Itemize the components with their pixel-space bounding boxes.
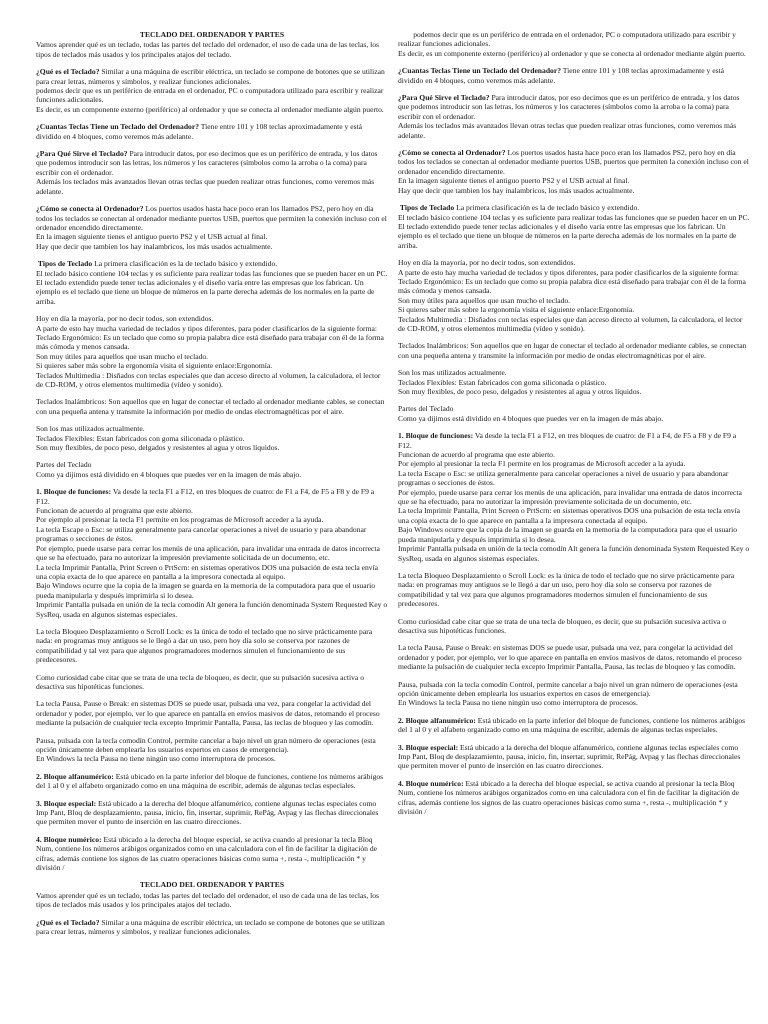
paragraph: Como ya dijimos está dividido en 4 bloques que puedes ver en la imagen de más abajo. — [398, 413, 664, 423]
paragraph: La tecla Bloqueo Desplazamiento o Scroll Lock: es la única de todo el teclado que no sirve prácticamente para nada: en programas muy antiguos se le llegó a dar un uso, pero hoy día solo se conserva por razones de compatibilidad y tal vez para que algunos programadores modernos simulen el funcionamiento de sus predecesores. — [398, 570, 735, 609]
paragraph: Bajo Windows ocurre que la copia de la imagen se guarda en la memoria de la computadora para que el usuario pueda manipularla y después imprimirla si lo desea. — [36, 581, 376, 600]
section-para-que — [36, 149, 388, 196]
paragraph: Teclados Multimedia : Disñados con teclas especiales que dan acceso directo al volumen, la calculadora, el lector de CD-ROM, y otros elementos multimedia (vídeo y sonido). — [398, 314, 743, 333]
section-bloque-funciones — [36, 487, 388, 619]
paragraph: Para introducir datos, por eso decimos que es un periférico de entrada, y los datos que podemos introducir son las letras, los números y los caracteres (símbolos como la arroba o la coma) para escribir con el ordenador. — [36, 149, 378, 177]
question-heading: ¿Cómo se conecta al Ordenador? — [398, 148, 506, 158]
paragraph: Como curiosidad cabe citar que se trata de una tecla de bloqueo, es decir, que su pulsación sucesiva activa o desactiva sus hipotéticas funciones. — [36, 672, 365, 691]
paragraph: Similar a una máquina de escribir eléctrica, un teclado se compone de botones que se utilizan para crear letras, números y símbolos, y realizar funciones adicionales. — [36, 917, 385, 937]
paragraph: Por ejemplo al presionar la tecla F1 permite en los programas de Microsoft acceder a la ayuda. — [398, 459, 686, 469]
paragraph: Similar a una máquina de escribir eléctrica, un teclado se compone de botones que se utilizan para crear letras, números y símbolos, y realizar funciones adicionales. — [36, 67, 385, 86]
paragraph: Como ya dijimos está dividido en 4 bloques que puedes ver en la imagen de más abajo. — [36, 469, 302, 479]
paragraph: Además los teclados más avanzados llevan otras teclas que pueden realizar otras funciones, como veremos más adelante. — [398, 121, 737, 140]
paragraph: Es decir, es un componente externo (periférico) al ordenador y que se conecta al ordenador mediante algún puerto. — [398, 48, 746, 58]
section-bloque-especial — [36, 799, 388, 827]
section-partes — [398, 404, 750, 423]
paragraph: Son los mas utilizados actualmente. — [398, 368, 507, 378]
paragraph: Va desde la tecla F1 a F12, en tres bloques de cuatro: de F1 a F4, de F5 a F8 y de F9 a F12. — [398, 431, 737, 450]
section-tipos — [36, 259, 388, 306]
question-heading: ¿Cuantas Teclas Tiene un Teclado del Ordenador? — [398, 66, 562, 76]
paragraph: Tiene entre 101 y 108 teclas aproximadamente y está dividido en 4 bloques, como veremos más adelante. — [36, 122, 363, 141]
section-que-es — [36, 67, 388, 114]
paragraph: Son los mas utilizados actualmente. — [36, 424, 145, 434]
doc-section-repeat — [36, 880, 388, 909]
paragraph: En la imagen siguiente tienes el antiguo puerto PS2 y el USB actual al final. — [398, 176, 630, 186]
paragraph: Imprimir Pantalla pulsada en unión de la tecla comodín Alt genera la función denominada System Requested Key o SysReq, usada en algunos sistemas especiales. — [36, 600, 388, 619]
section-que-es-cont — [398, 30, 750, 58]
paragraph: La tecla Bloqueo Desplazamiento o Scroll Lock: es la única de todo el teclado que no sirve prácticamente para nada: en programas muy antiguos se le llegó a dar un uso, pero hoy día solo se conserva por razones de compatibilidad y tal vez para que algunos programadores modernos simulen el funcionamiento de sus predecesores. — [36, 626, 373, 665]
block-heading: 2. Bloque alfanumérico: — [398, 715, 476, 725]
section-heading: Partes del Teclado — [398, 404, 454, 414]
paragraph: Funcionan de acuerdo al programa que este abierto. — [398, 450, 555, 460]
paragraph: La tecla Imprimir Pantalla, Print Screen o PrtScrn: en sistemas operativos DOS una pulsación de esta tecla envía una copia exacta de lo que aparece en pantalla a la impresora conectada al equipo. — [398, 506, 741, 525]
section-pausa — [36, 699, 388, 727]
paragraph: Teclado Ergonómico: Es un teclado que como su propia palabra dice está diseñado para trabajar con él de la forma más cómoda y menos cansada. — [398, 276, 746, 296]
block-heading: 4. Bloque numérico: — [398, 778, 464, 788]
section-bloque-numerico — [36, 835, 388, 873]
paragraph: La tecla Escape o Esc: se utiliza generalmente para cancelar operaciones a nivel de usuario y para abandonar programas o secciones de éstos. — [398, 468, 729, 488]
paragraph: La tecla Pausa, Pause o Break: en sistemas DOS se puede usar, pulsada una vez, para congelar la actividad del ordenador y poder, por ejemplo, ver lo que aparece en pantalla en envíos masivos de datos, retomando el proceso mediante la pulsación de cualquier tecla excepto Imprimir Pantalla, Pausa, las teclas de bloqueo y las comodín. — [398, 643, 742, 672]
paragraph: Teclados Multimedia : Disñados con teclas especiales que dan acceso directo al volumen, la calculadora, el lector de CD-ROM, y otros elementos multimedia (vídeo y sonido). — [36, 370, 381, 389]
paragraph: Teclado Ergonómico: Es un teclado que como su propia palabra dice está diseñado para trabajar con él de la forma más cómoda y menos cansada. — [36, 332, 384, 352]
block-heading: 3. Bloque especial: — [398, 742, 459, 752]
paragraph: En Windows la tecla Pausa no tiene ningún uso como interruptora de procesos. — [36, 754, 276, 764]
paragraph: Los puertos usados hasta hace poco eran los llamados PS2, pero hoy en día todos los teclados se conectan al ordenador mediante puertos USB, puertos que permiten la conexión incluso con el ordenador encendido directamente. — [36, 204, 387, 232]
intro-text: Vamos aprender qué es un teclado, todas las partes del teclado del ordenador, el uso de cada una de las teclas, los tipos de teclados más usados y los principales atajos del teclado. — [36, 40, 379, 59]
paragraph: El teclado básico contiene 104 teclas y es suficiente para realizar todas las funciones que se pueden hacer en un PC. — [398, 212, 750, 222]
section-flexibles — [36, 424, 388, 452]
question-heading: ¿Cuantas Teclas Tiene un Teclado del Ordenador? — [36, 122, 200, 132]
paragraph: Está ubicado en la parte inferior del bloque de funciones, contiene los números arábigos del 1 al 0 y el alfabeto organizado como en una máquina de escribir, además de algunas teclas especiales. — [36, 771, 384, 791]
section-bloque-alfanumerico — [398, 716, 750, 735]
section-partes — [36, 460, 388, 479]
paragraph: La tecla Pausa, Pause o Break: en sistemas DOS se puede usar, pulsada una vez, para congelar la actividad del ordenador y poder, por ejemplo, ver lo que aparece en pantalla en envíos masivos de datos, retomando el proceso mediante la pulsación de cualquier tecla excepto Imprimir Pantalla, Pausa, las teclas de bloqueo y las comodín. — [36, 699, 380, 728]
block-heading: 3. Bloque especial: — [36, 798, 97, 808]
section-inalambricos — [36, 397, 388, 416]
paragraph: Tiene entre 101 y 108 teclas aproximadamente y está dividido en 4 bloques, como veremos más adelante. — [398, 66, 725, 85]
paragraph: Hay que decir que tambien los hay inalambricos, los más usados actualmente. — [398, 185, 635, 195]
paragraph: Si quieres saber más sobre la ergonomía visita el siguiente enlace:Ergonomía. — [398, 305, 635, 315]
section-scroll-lock — [398, 571, 750, 609]
section-pausa-control — [398, 680, 750, 708]
section-conecta — [398, 148, 750, 195]
paragraph: Son muy útiles para aquellos que usan mucho el teclado. — [398, 295, 571, 305]
paragraph: Hoy en día la mayoría, por no decir todos, son extendidos. — [36, 314, 214, 324]
paragraph: Pausa, pulsada con la tecla comodín Control, permite cancelar a bajo nivel un gran número de operaciones (esta opción únicamente deben emplearla los usuarios expertos en casos de emergencia). — [398, 679, 738, 698]
paragraph: Por ejemplo, puede usarse para cerrar los menús de una aplicación, para invalidar una entrada de datos incorrecta que se ha efectuado, para no autorizar la impresión previamente solicitada de un documento, etc. — [398, 487, 742, 507]
question-heading: ¿Para Qué Sirve el Teclado? — [36, 149, 128, 159]
paragraph: Está ubicado en la parte inferior del bloque de funciones, contiene los números arábigos del 1 al 0 y el alfabeto organizado como en una máquina de escribir, además de algunas teclas especiales. — [398, 715, 746, 735]
section-variedad — [36, 314, 388, 389]
question-heading: ¿Qué es el Teclado? — [36, 917, 100, 927]
section-bloque-especial — [398, 743, 750, 771]
section-curiosidad — [36, 673, 388, 692]
paragraph: Son muy flexibles, de poco peso, delgados y resistentes al agua y otros líquidos. — [398, 387, 642, 396]
paragraph: La primera clasificación es la de teclado básico y extendido. — [456, 203, 640, 213]
paragraph: Además los teclados más avanzados llevan otras teclas que pueden realizar otras funciones, como veremos más adelante. — [36, 177, 375, 196]
section-para-que — [398, 93, 750, 140]
paragraph: Teclados Flexibles: Estan fabricados con goma siliconada o plástico. — [36, 433, 245, 443]
block-heading: 4. Bloque numérico: — [36, 834, 102, 844]
question-heading: Tipos de Teclado — [399, 203, 455, 213]
section-conecta — [36, 204, 388, 251]
block-heading: 1. Bloque de funciones: — [398, 431, 474, 441]
paragraph: Hay que decir que tambien los hay inalambricos, los más usados actualmente. — [36, 241, 273, 251]
intro-text: Vamos aprender qué es un teclado, todas las partes del teclado del ordenador, el uso de cada una de las teclas, los tipos de teclados más usados y los principales atajos del teclado. — [36, 890, 379, 910]
section-scroll-lock — [36, 627, 388, 665]
section-variedad — [398, 258, 750, 333]
question-heading: ¿Qué es el Teclado? — [36, 67, 100, 77]
paragraph: Va desde la tecla F1 a F12, en tres bloques de cuatro: de F1 a F4, de F5 a F8 y de F9 a F12. — [36, 487, 375, 506]
section-cuantas — [36, 122, 388, 141]
section-heading: Partes del Teclado — [36, 460, 92, 470]
paragraph: Como curiosidad cabe citar que se trata de una tecla de bloqueo, es decir, que su pulsación sucesiva activa o desactiva sus hipotéticas funciones. — [398, 616, 727, 635]
section-bloque-funciones — [398, 431, 750, 563]
paragraph: Está ubicado a la derecha del bloque alfanumérico, contiene algunas teclas especiales como Imp Pant, Bloq de desplazamiento, pausa, inicio, fin, insertar, suprimir, RePág, Avpag y las flechas direccionales que permiten mover el punto de inserción en las cuatro direcciones. — [36, 798, 379, 827]
paragraph: En Windows la tecla Pausa no tiene ningún uso como interruptora de procesos. — [398, 698, 638, 708]
paragraph: podemos decir que es un periférico de entrada en el ordenador, PC o computadora utilizado para escribir y realizar funciones adicionales. — [398, 30, 736, 49]
paragraph: La tecla Escape o Esc: se utiliza generalmente para cancelar operaciones a nivel de usuario y para abandonar programas o secciones de éstos. — [36, 524, 367, 544]
paragraph: Hoy en día la mayoría, por no decir todos, son extendidos. — [398, 258, 576, 268]
section-tipos — [398, 203, 750, 250]
paragraph: Teclados Flexibles: Estan fabricados con goma siliconada o plástico. — [398, 377, 607, 387]
paragraph: En la imagen siguiente tienes el antiguo puerto PS2 y el USB actual al final. — [36, 232, 268, 242]
document-title: TECLADO DEL ORDENADOR Y PARTES — [139, 30, 285, 39]
paragraph: A parte de esto hay mucha variedad de teclados y tipos diferentes, para poder clasificarlos de la siguiente forma: — [36, 323, 377, 333]
question-heading: Tipos de Teclado — [37, 259, 93, 269]
question-heading: ¿Cómo se conecta al Ordenador? — [36, 204, 144, 214]
doc-section — [36, 30, 388, 59]
question-heading: ¿Para Qué Sirve el Teclado? — [398, 93, 490, 103]
paragraph: Teclados Inalámbricos: Son aquellos que en lugar de conectar el teclado al ordenador mediante cables, se conectan con una pequeña antena y transmite la información por medio de ondas electromagnéticas por el aire. — [36, 397, 385, 416]
paragraph: podemos decir que es un periférico de entrada en el ordenador, PC o computadora utilizado para escribir y realizar funciones adicionales. — [36, 86, 384, 105]
paragraph: Imprimir Pantalla pulsada en unión de la tecla comodín Alt genera la función denominada System Requested Key o SysReq, usada en algunos sistemas especiales. — [398, 544, 750, 563]
paragraph: Son muy útiles para aquellos que usan mucho el teclado. — [36, 351, 209, 361]
paragraph: A parte de esto hay mucha variedad de teclados y tipos diferentes, para poder clasificarlos de la siguiente forma: — [398, 267, 739, 277]
paragraph: La primera clasificación es la de teclado básico y extendido. — [94, 259, 278, 269]
section-bloque-alfanumerico — [36, 772, 388, 791]
paragraph: El teclado básico contiene 104 teclas y es suficiente para realizar todas las funciones que se pueden hacer en un PC. — [36, 268, 388, 278]
block-heading: 1. Bloque de funciones: — [36, 487, 112, 497]
section-pausa-control — [36, 736, 388, 764]
paragraph: Está ubicado a la derecha del bloque especial, se activa cuando al presionar la tecla Bloq Num, contiene los números arábigos organizados como en una calculadora con el fin de facilitar la digitación de cifras, además contiene los signos de las cuatro operaciones básicas como suma +, resta -, multiplicación * y división / — [36, 834, 378, 873]
paragraph: Está ubicado a la derecha del bloque alfanumérico, contiene algunas teclas especiales como Imp Pant, Bloq de desplazamiento, pausa, inicio, fin, insertar, suprimir, RePág, Avpag y las flechas direccionales que permiten mover el punto de inserción en las cuatro direcciones. — [398, 742, 741, 771]
section-curiosidad — [398, 617, 750, 636]
section-flexibles — [398, 368, 750, 396]
paragraph: Si quieres saber más sobre la ergonomía visita el siguiente enlace:Ergonomía. — [36, 361, 273, 371]
section-inalambricos — [398, 341, 750, 360]
paragraph: La tecla Imprimir Pantalla, Print Screen o PrtScrn: en sistemas operativos DOS una pulsación de esta tecla envía una copia exacta de lo que aparece en pantalla a la impresora conectada al equipo. — [36, 562, 379, 581]
paragraph: El teclado extendido puede tener teclas adicionales y el diseño varía entre las empresas que los fabrican. Un ejemplo es el teclado que tiene un bloque de números en la parte derecha además de los normales en la parte de arriba. — [398, 221, 737, 250]
paragraph: Funcionan de acuerdo al programa que este abierto. — [36, 506, 193, 516]
paragraph: Teclados Inalámbricos: Son aquellos que en lugar de conectar el teclado al ordenador mediante cables, se conectan con una pequeña antena y transmite la información por medio de ondas electromagnéticas por el aire. — [398, 341, 747, 360]
paragraph: Está ubicado a la derecha del bloque especial, se activa cuando al presionar la tecla Bloq Num, contiene los números arábigos organizados como en una calculadora con el fin de facilitar la digitación de cifras, además contiene los signos de las cuatro operaciones básicas como suma +, resta -, multiplicación * y división / — [398, 778, 740, 817]
paragraph: Bajo Windows ocurre que la copia de la imagen se guarda en la memoria de la computadora para que el usuario pueda manipularla y después imprimirla si lo desea. — [398, 525, 738, 544]
section-cuantas — [398, 66, 750, 85]
section-bloque-numerico — [398, 779, 750, 817]
paragraph: Por ejemplo al presionar la tecla F1 permite en los programas de Microsoft acceder a la ayuda. — [36, 515, 324, 525]
section-pausa — [398, 643, 750, 671]
paragraph: Por ejemplo, puede usarse para cerrar los menús de una aplicación, para invalidar una entrada de datos incorrecta que se ha efectuado, para no autorizar la impresión previamente solicitada de un documento, etc. — [36, 543, 380, 563]
paragraph: El teclado extendido puede tener teclas adicionales y el diseño varía entre las empresas que los fabrican. Un ejemplo es el teclado que tiene un bloque de números en la parte derecha además de los normales en la parte de arriba. — [36, 277, 375, 306]
right-column — [398, 30, 750, 824]
paragraph: Son muy flexibles, de poco peso, delgados y resistentes al agua y otros líquidos. — [36, 443, 280, 453]
paragraph: Los puertos usados hasta hace poco eran los llamados PS2, pero hoy en día todos los teclados se conectan al ordenador mediante puertos USB, puertos que permiten la conexión incluso con el ordenador encendido directamente. — [398, 148, 749, 176]
paragraph: Para introducir datos, por eso decimos que es un periférico de entrada, y los datos que podemos introducir son las letras, los números y los caracteres (símbolos como la arroba o la coma) para escribir con el ordenador. — [398, 93, 740, 121]
block-heading: 2. Bloque alfanumérico: — [36, 771, 114, 781]
document-title: TECLADO DEL ORDENADOR Y PARTES — [139, 880, 285, 890]
paragraph: Pausa, pulsada con la tecla comodín Control, permite cancelar a bajo nivel un gran número de operaciones (esta opción únicamente deben emplearla los usuarios expertos en casos de emergencia). — [36, 735, 376, 754]
section-que-es-repeat — [36, 918, 388, 937]
paragraph: Es decir, es un componente externo (periférico) al ordenador y que se conecta al ordenador mediante algún puerto. — [36, 104, 384, 114]
left-column — [36, 30, 388, 945]
